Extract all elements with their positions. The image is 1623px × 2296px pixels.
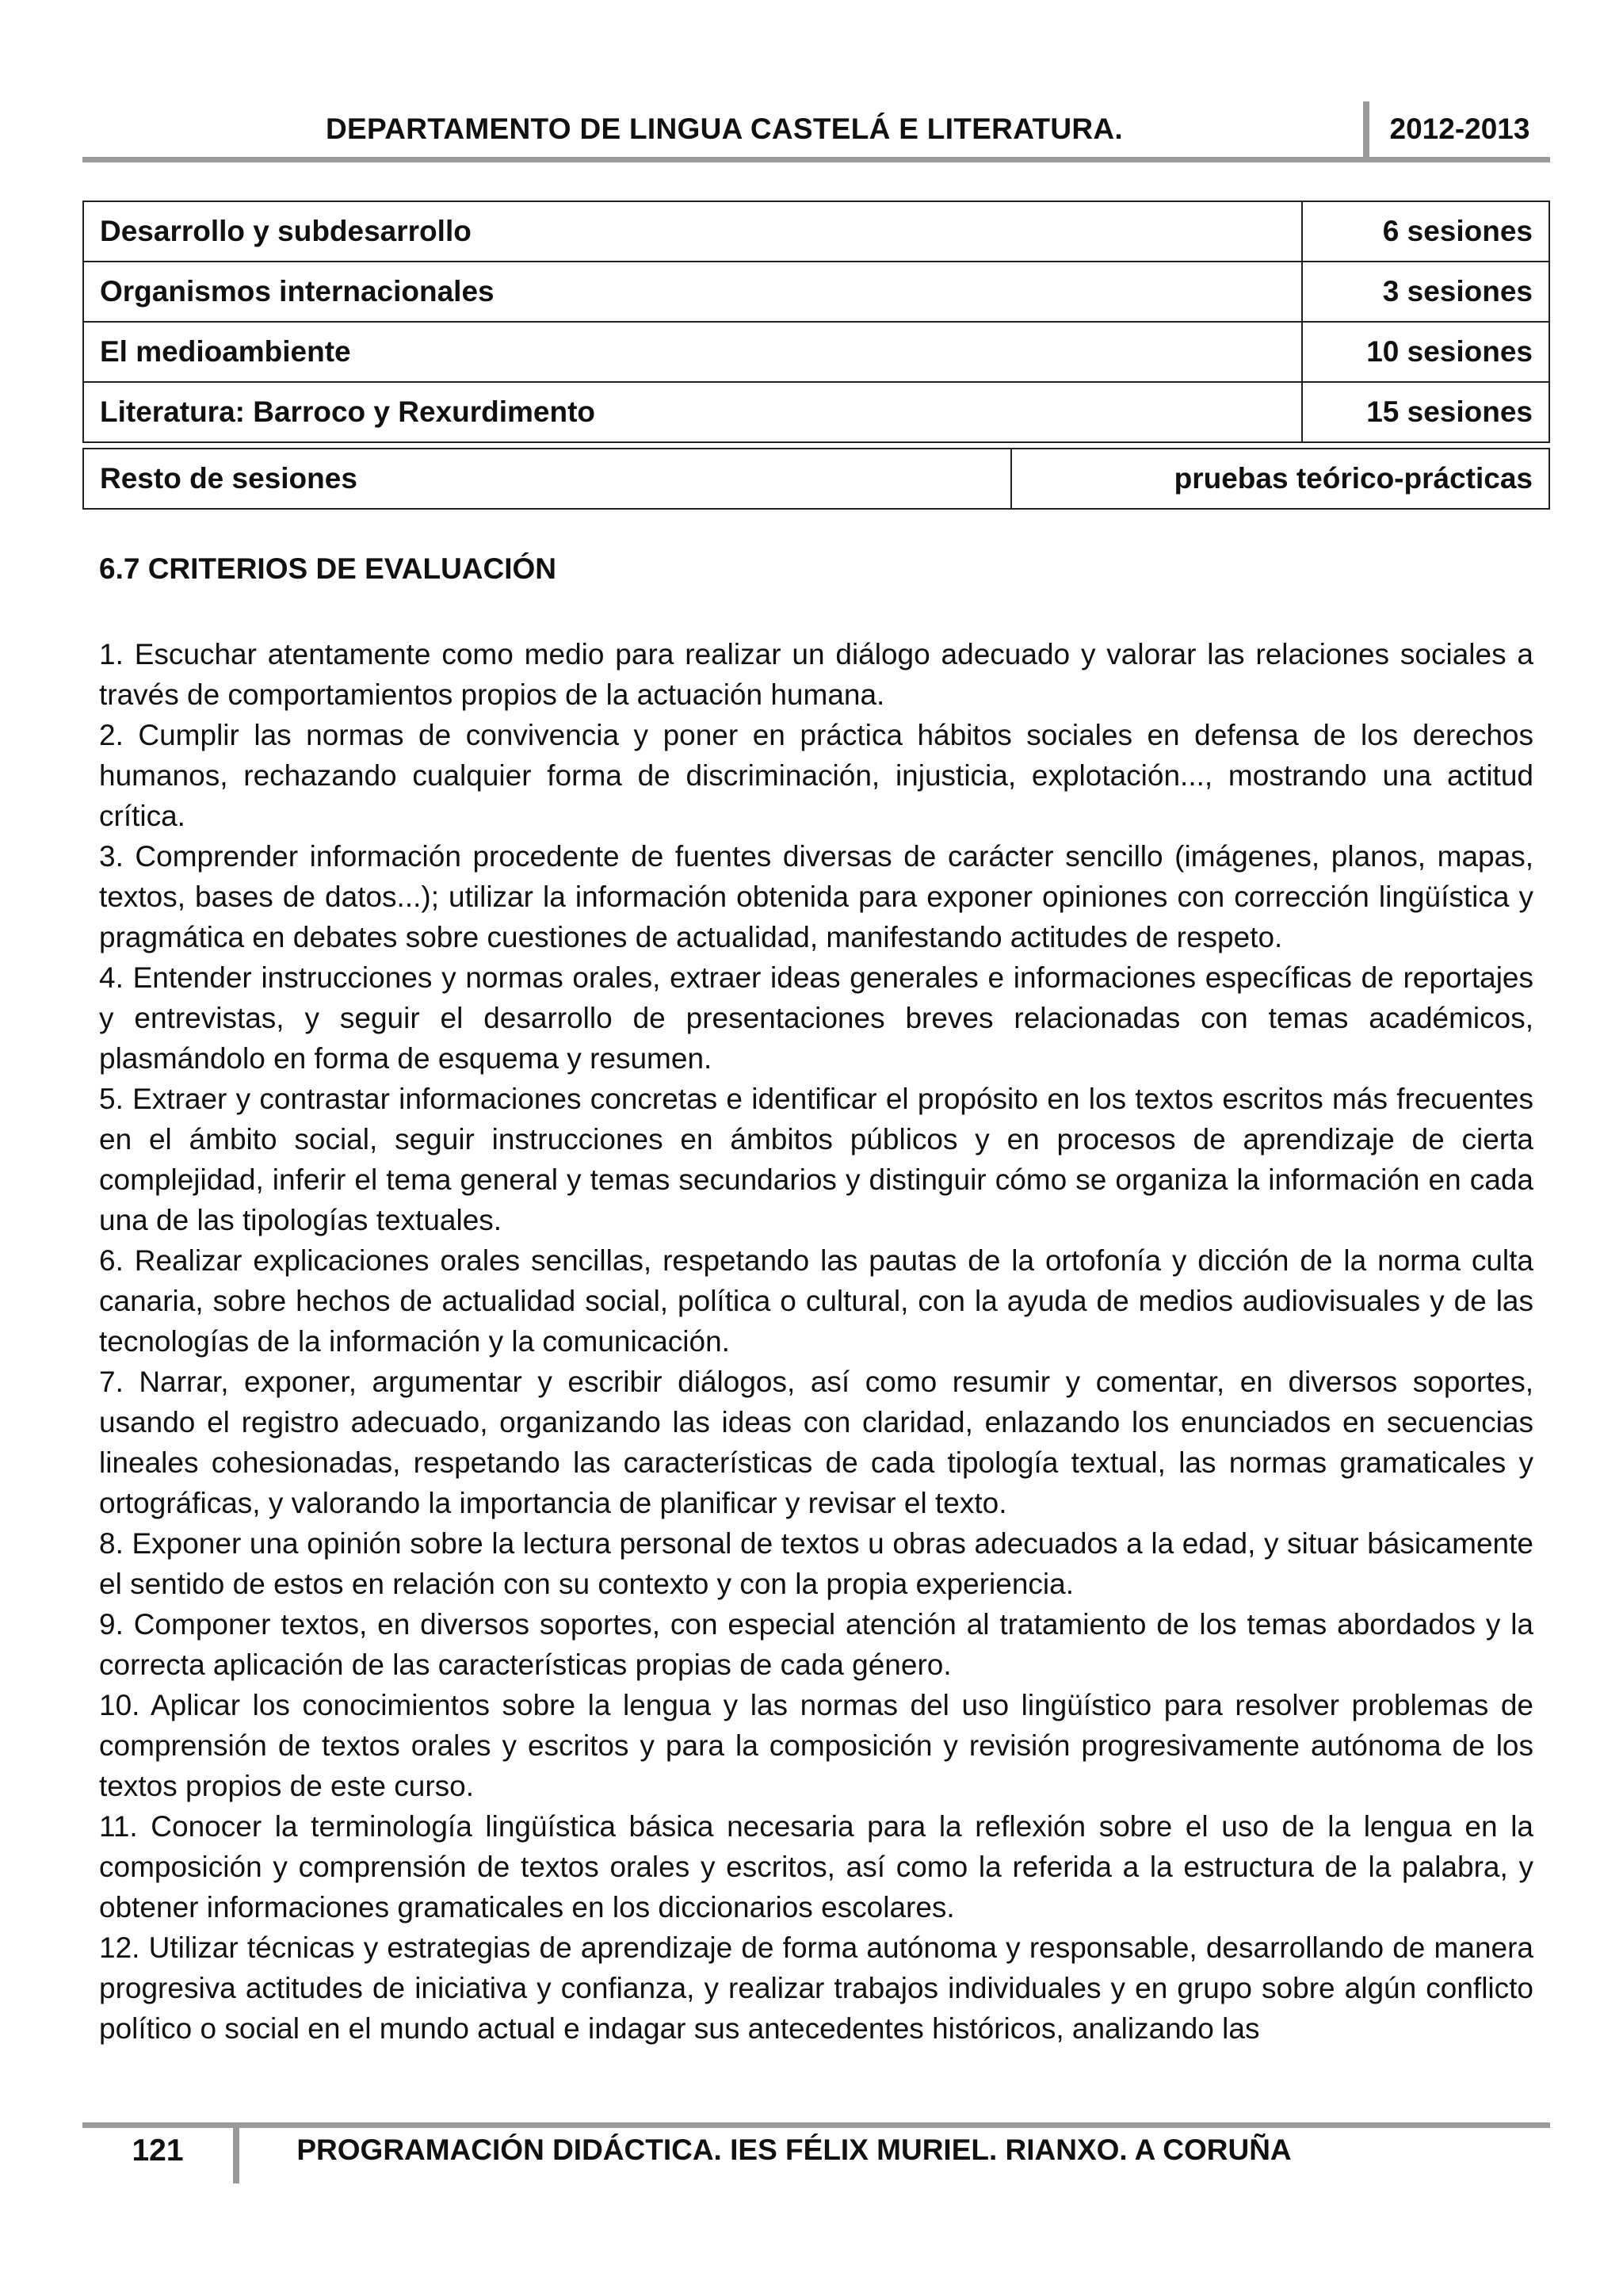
sessions-cell: 6 sesiones (1302, 201, 1549, 262)
criterion-7: 7. Narrar, exponer, argumentar y escribir diálogos, así como resumir y comentar, en diversos soportes, usando el registro adecuado, organizando las ideas con claridad, enlazando los enunciados en secuencias lineales cohesionadas, respetando las características de cada tipología textual, las normas gramaticales y ortográficas, y valorando la importancia de planificar y revisar el texto. (99, 1366, 1533, 1519)
topic-cell: Organismos internacionales (83, 262, 1302, 322)
criterion-10: 10. Aplicar los conocimientos sobre la lengua y las normas del uso lingüístico para resolver problemas de comprensión de textos orales y escritos y para la composición y revisión progresivamente autónoma de los textos propios de este curso. (99, 1689, 1533, 1802)
department-title: DEPARTAMENTO DE LINGUA CASTELÁ E LITERATURA. (325, 113, 1124, 145)
topic-cell: Literatura: Barroco y Rexurdimento (83, 382, 1302, 442)
sessions-cell: 15 sesiones (1302, 382, 1549, 442)
criterion-4: 4. Entender instrucciones y normas orales, extraer ideas generales e informaciones específicas de reportajes y entrevistas, y seguir el desarrollo de presentaciones breves relacionadas con temas académicos, plasmándolo en forma de esquema y resumen. (99, 961, 1533, 1075)
criterion-11: 11. Conocer la terminología lingüística básica necesaria para la reflexión sobre el uso de la lengua en la composición y comprensión de textos orales y escritos, así como la referida a la estructura de la palabra, y obtener informaciones gramaticales en los diccionarios escolares. (99, 1810, 1533, 1924)
header-divider (1363, 101, 1369, 162)
program-title: PROGRAMACIÓN DIDÁCTICA. IES FÉLIX MURIEL. RIANXO. A CORUÑA (296, 2134, 1292, 2166)
table-row (83, 322, 1549, 382)
table-row (83, 262, 1549, 322)
topic-cell: El medioambiente (83, 322, 1302, 382)
topic-cell: Resto de sesiones (83, 449, 1011, 509)
topic-cell: Desarrollo y subdesarrollo (83, 201, 1302, 262)
school-year: 2012-2013 (1389, 113, 1530, 145)
criterion-1: 1. Escuchar atentamente como medio para realizar un diálogo adecuado y valorar las relaciones sociales a través de comportamientos propios de la actuación humana. (99, 638, 1533, 711)
sessions-cell: 3 sesiones (1302, 262, 1549, 322)
sessions-cell: 10 sesiones (1302, 322, 1549, 382)
sessions-table-last-row (82, 448, 1550, 510)
criterion-2: 2. Cumplir las normas de convivencia y poner en práctica hábitos sociales en defensa de los derechos humanos, rechazando cualquier forma de discriminación, injusticia, explotación..., mostrando una actitud crítica. (99, 719, 1533, 832)
criterion-3: 3. Comprender información procedente de fuentes diversas de carácter sencillo (imágenes, planos, mapas, textos, bases de datos...); utilizar la información obtenida para exponer opiniones con corrección lingüística y pragmática en debates sobre cuestiones de actualidad, manifestando actitudes de respeto. (99, 840, 1533, 953)
criterion-9: 9. Componer textos, en diversos soportes, con especial atención al tratamiento de los temas abordados y la correcta aplicación de las características propias de cada género. (99, 1608, 1533, 1681)
criterion-5: 5. Extraer y contrastar informaciones concretas e identificar el propósito en los textos escritos más frecuentes en el ámbito social, seguir instrucciones en ámbitos públicos y en procesos de aprendizaje de cierta complejidad, inferir el tema general y temas secundarios y distinguir cómo se organiza la información en cada una de las tipologías textuales. (99, 1083, 1533, 1236)
criterion-8: 8. Exponer una opinión sobre la lectura personal de textos u obras adecuados a la edad, y situar básicamente el sentido de estos en relación con su contexto y con la propia experiencia. (99, 1527, 1533, 1600)
sessions-table (82, 201, 1550, 443)
section-heading: 6.7 CRITERIOS DE EVALUACIÓN (99, 552, 557, 585)
criteria-list (99, 634, 1533, 2049)
footer-rule (82, 2122, 1550, 2128)
page-header (82, 101, 1550, 162)
criterion-12: 12. Utilizar técnicas y estrategias de aprendizaje de forma autónoma y responsable, desarrollando de manera progresiva actitudes de iniciativa y confianza, y realizar trabajos individuales y en grupo sobre algún conflicto político o social en el mundo actual e indagar sus antecedentes históricos, analizando las (99, 1931, 1533, 2045)
table-row (83, 449, 1549, 509)
header-rule (82, 157, 1550, 162)
sessions-cell: pruebas teórico-prácticas (1011, 449, 1549, 509)
table-row (83, 201, 1549, 262)
footer-divider (233, 2128, 239, 2183)
page-number: 121 (132, 2134, 184, 2168)
table-row (83, 382, 1549, 442)
criterion-6: 6. Realizar explicaciones orales sencillas, respetando las pautas de la ortofonía y dicción de la norma culta canaria, sobre hechos de actualidad social, política o cultural, con la ayuda de medios audiovisuales y de las tecnologías de la información y la comunicación. (99, 1244, 1533, 1358)
